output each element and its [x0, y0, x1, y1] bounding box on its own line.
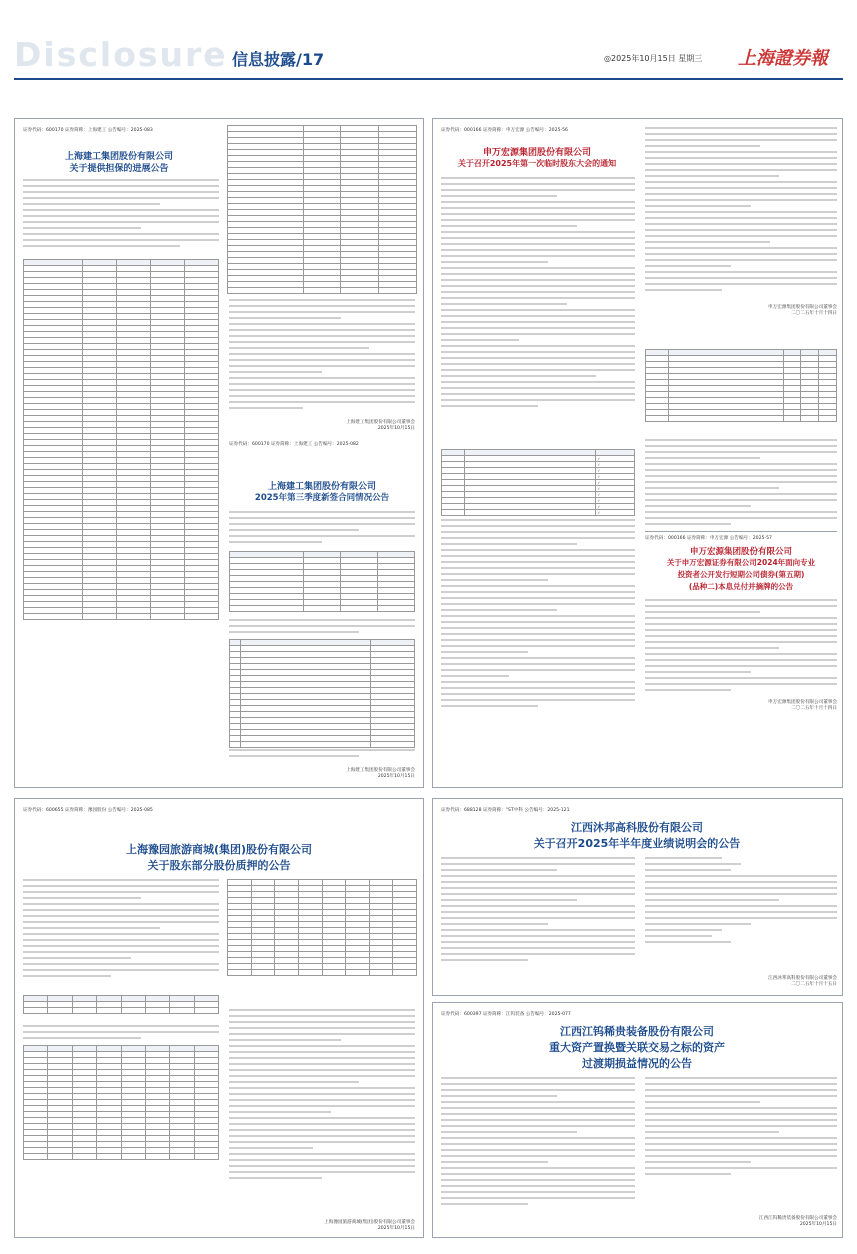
masthead-rule [14, 78, 843, 80]
article-signature: 上海豫园旅游商城(集团)股份有限公司董事会 2025年10月15日 [324, 1220, 415, 1231]
article-divider [645, 531, 837, 532]
article-code: 证券代码：600397 证券简称：江钨装备 公告编号：2025-077 [441, 1012, 571, 1017]
article-shanghai-construction [14, 118, 424, 788]
article-body [645, 599, 837, 695]
article-title-line: 重大资产置换暨关联交易之标的资产 [549, 1041, 725, 1054]
article-body [23, 179, 219, 251]
article-signature: 上海建工集团股份有限公司董事会 2025年10月15日 [346, 768, 415, 779]
proxy-form-table [645, 349, 837, 422]
article-code: 证券代码：000166 证券简称：申万宏源 公告编号：2025-57 [645, 536, 772, 541]
article-body [229, 619, 415, 637]
article-jiangwu [432, 1002, 843, 1238]
article-body [645, 857, 837, 947]
article-title-line: 江西江钨稀贵装备股份有限公司 [560, 1025, 714, 1038]
guarantee-table [23, 259, 219, 620]
shareholding-table [23, 1045, 219, 1160]
article-code: 证券代码：600170 证券简称：上海建工 公告编号：2025-082 [229, 442, 359, 447]
article-code: 证券代码：600655 证券简称：豫园股份 公告编号：2025-085 [23, 808, 153, 813]
article-body [23, 1025, 219, 1043]
article-title-line: 江西沐邦高科股份有限公司 [571, 821, 703, 834]
article-shenwan-hongyuan [432, 118, 843, 788]
proposal-table: ✓ ✓ ✓ ✓ ✓ ✓ ✓ ✓ ✓ ✓ [441, 449, 635, 516]
article-code: 证券代码：688128 证券简称："ST中科 公告编号：2025-121 [441, 808, 570, 813]
article-title-line: 关于提供担保的进展公告 [69, 164, 169, 174]
article-code: 证券代码：600170 证券简称：上海建工 公告编号：2025-083 [23, 128, 153, 133]
major-contracts-table [229, 639, 415, 748]
article-title-line: 申万宏源集团股份有限公司 [482, 148, 591, 158]
article-body [441, 857, 635, 965]
article-title-line: 上海建工集团股份有限公司 [267, 482, 376, 492]
article-title-line: 关于股东部分股份质押的公告 [147, 859, 291, 872]
article-title-line: 关于召开2025年第一次临时股东大会的通知 [457, 159, 617, 168]
article-mubang [432, 798, 843, 996]
article-title-line: (品种二)本息兑付并摘牌的公告 [688, 582, 794, 591]
article-body [229, 299, 415, 413]
article-title-line: 投资者公开发行短期公司债券(第五期) [677, 570, 805, 579]
article-title-line: 上海建工集团股份有限公司 [64, 152, 173, 162]
article-yuyuan [14, 798, 424, 1238]
article-body [229, 749, 415, 761]
article-body [441, 1077, 635, 1209]
article-signature: 江西沐邦高科股份有限公司董事会 二〇二五年十月十五日 [768, 976, 837, 987]
shareholding-table-continued [227, 879, 417, 976]
article-body [645, 1077, 837, 1179]
article-title-line: 关于申万宏源证券有限公司2024年面向专业 [666, 558, 816, 567]
contracts-summary-table [229, 551, 415, 612]
article-body [229, 1009, 415, 1183]
article-title-line: 过渡期损益情况的公告 [582, 1057, 692, 1070]
pledge-table [23, 995, 219, 1014]
article-title-line: 上海豫园旅游商城(集团)股份有限公司 [125, 843, 313, 856]
article-title-line: 2025年第三季度新签合同情况公告 [254, 493, 390, 503]
article-body [23, 879, 219, 981]
article-code: 证券代码：000166 证券简称：申万宏源 公告编号：2025-56 [441, 128, 568, 133]
article-signature: 申万宏源集团股份有限公司董事会 二〇二五年十月十四日 [768, 305, 837, 316]
article-body [229, 511, 415, 547]
article-body [645, 439, 837, 529]
article-signature: 申万宏源集团股份有限公司董事会 二〇二五年十月十四日 [768, 700, 837, 711]
article-body [441, 519, 635, 711]
article-signature: 上海建工集团股份有限公司董事会 2025年10月15日 [346, 420, 415, 431]
masthead-wordmark: Disclosure [14, 35, 228, 74]
section-title: 信息披露/17 [232, 50, 325, 69]
issue-date: ◎2025年10月15日 星期三 [604, 54, 703, 63]
article-title-line: 关于召开2025年半年度业绩说明会的公告 [533, 837, 741, 850]
article-body [645, 127, 837, 295]
article-signature: 江西江钨稀贵装备股份有限公司董事会 2025年10月15日 [758, 1216, 837, 1227]
newspaper-logo: 上海證券報 [738, 48, 828, 69]
article-title-line: 申万宏源集团股份有限公司 [689, 547, 792, 557]
article-body [441, 177, 635, 411]
masthead [0, 0, 857, 72]
guarantee-table-continued [227, 125, 417, 294]
